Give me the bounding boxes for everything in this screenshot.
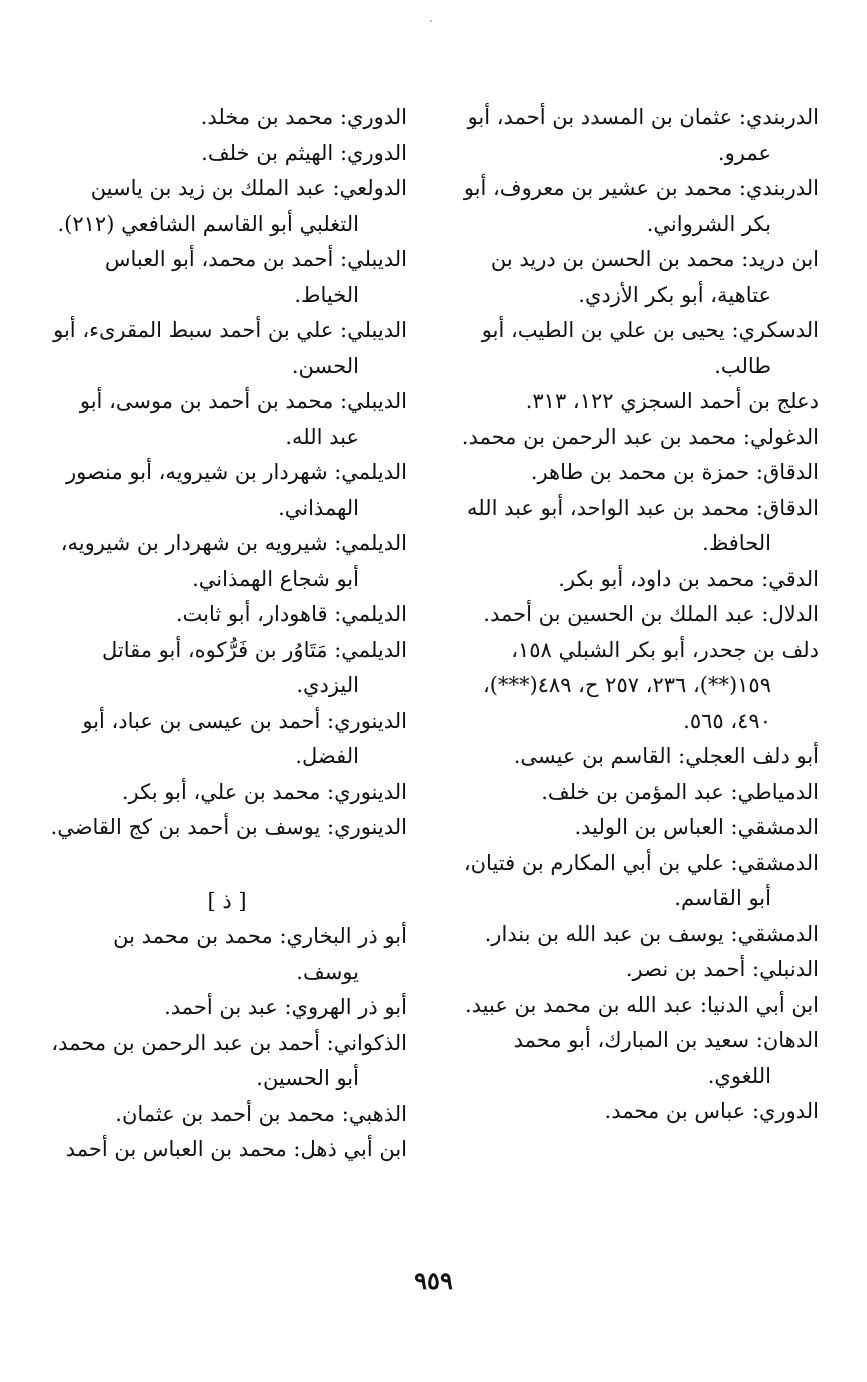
index-entry: أبو ذر البخاري: محمد بن محمد بن يوسف. — [113, 924, 407, 984]
index-entry: الديلمي: شهردار بن شيرويه، أبو منصور الهمذاني. — [65, 460, 407, 520]
index-entry: الدلال: عبد الملك بن الحسين بن أحمد. — [483, 602, 819, 626]
index-entry: دعلج بن أحمد السجزي ١٢٢، ٣١٣. — [525, 389, 819, 413]
index-entry: الدولعي: عبد الملك بن زيد بن ياسين التغلبي أبو القاسم الشافعي (٢١٢). — [57, 176, 407, 236]
index-entry: الديبلي: أحمد بن محمد، أبو العباس الخياط. — [104, 247, 407, 307]
index-entry: الدينوري: محمد بن علي، أبو بكر. — [121, 779, 407, 804]
index-entry: الدقاق: محمد بن عبد الواحد، أبو عبد الله الحافظ. — [466, 495, 819, 555]
right-column — [461, 100, 819, 1130]
index-entry: الديلمي: قاهودار، أبو ثابت. — [175, 602, 407, 626]
index-entry: الدمشقي: العباس بن الوليد. — [574, 815, 819, 839]
index-entry: الدوري: عباس بن محمد. — [604, 1099, 819, 1123]
index-entry: الديبلي: علي بن أحمد سبط المقرىء، أبو الحسن. — [53, 318, 407, 378]
index-entry: أبو ذر الهروي: عبد بن أحمد. — [164, 995, 407, 1019]
section-heading: [ ذ ] — [207, 888, 247, 913]
index-entry: الدمشقي: علي بن أبي المكارم بن فتيان، أبو القاسم. — [463, 850, 819, 910]
left-column — [47, 100, 407, 1168]
index-entry: الذكواني: أحمد بن عبد الرحمن بن محمد، أبو الحسين. — [51, 1030, 407, 1090]
index-entry: الدسكري: يحيى بن علي بن الطيب، أبو طالب. — [481, 318, 819, 378]
index-entry: الديبلي: محمد بن أحمد بن موسى، أبو عبد الله. — [79, 389, 407, 449]
index-entry: الدوري: الهيثم بن خلف. — [201, 140, 407, 165]
index-entry: ابن دريد: محمد بن الحسن بن دريد بن عتاهية، أبو بكر الأزدي. — [490, 247, 819, 307]
index-entry: ابن أبي الدنيا: عبد الله بن محمد بن عبيد. — [464, 992, 819, 1017]
page-number: ٩٥٩ — [414, 1266, 453, 1295]
index-entry: الدغولي: محمد بن عبد الرحمن بن محمد. — [461, 424, 819, 449]
index-entry: الدنبلي: أحمد بن نصر. — [625, 957, 819, 981]
index-entry: الدقاق: حمزة بن محمد بن طاهر. — [530, 460, 819, 484]
index-entry: الدوري: محمد بن مخلد. — [200, 105, 407, 129]
index-entry: الدينوري: يوسف بن أحمد بن كج القاضي. — [50, 815, 407, 839]
index-entry: ابن أبي ذهل: محمد بن العباس بن أحمد — [65, 1137, 407, 1161]
top-dot — [430, 20, 432, 22]
index-entry: الديلمي: مَتَاوُر بن فَرُّكوه، أبو مقاتل اليزدي. — [101, 637, 407, 697]
index-entry: الدهان: سعيد بن المبارك، أبو محمد اللغوي. — [513, 1028, 819, 1088]
index-entry: دلف بن جحدر، أبو بكر الشبلي ١٥٨، ١٥٩(**)، ٢٣٦، ٢٥٧ ح، ٤٨٩(***)، ٤٩٠، ٥٦٥. — [482, 637, 819, 733]
index-entry: الدربندي: عثمان بن المسدد بن أحمد، أبو عمرو. — [467, 105, 819, 165]
index-entry: الدينوري: أحمد بن عيسى بن عباد، أبو الفضل. — [82, 708, 407, 768]
index-entry: الدربندي: محمد بن عشير بن معروف، أبو بكر الشرواني. — [463, 176, 819, 236]
index-entry: أبو دلف العجلي: القاسم بن عيسى. — [513, 744, 819, 768]
index-entry: الذهبي: محمد بن أحمد بن عثمان. — [115, 1101, 407, 1126]
index-entry: الدمياطي: عبد المؤمن بن خلف. — [541, 779, 819, 804]
index-entry: الدمشقي: يوسف بن عبد الله بن بندار. — [484, 921, 819, 946]
index-entry: الدقي: محمد بن داود، أبو بكر. — [558, 566, 819, 591]
index-entry: الديلمي: شيرويه بن شهردار بن شيرويه، أبو شجاع الهمذاني. — [60, 531, 407, 591]
